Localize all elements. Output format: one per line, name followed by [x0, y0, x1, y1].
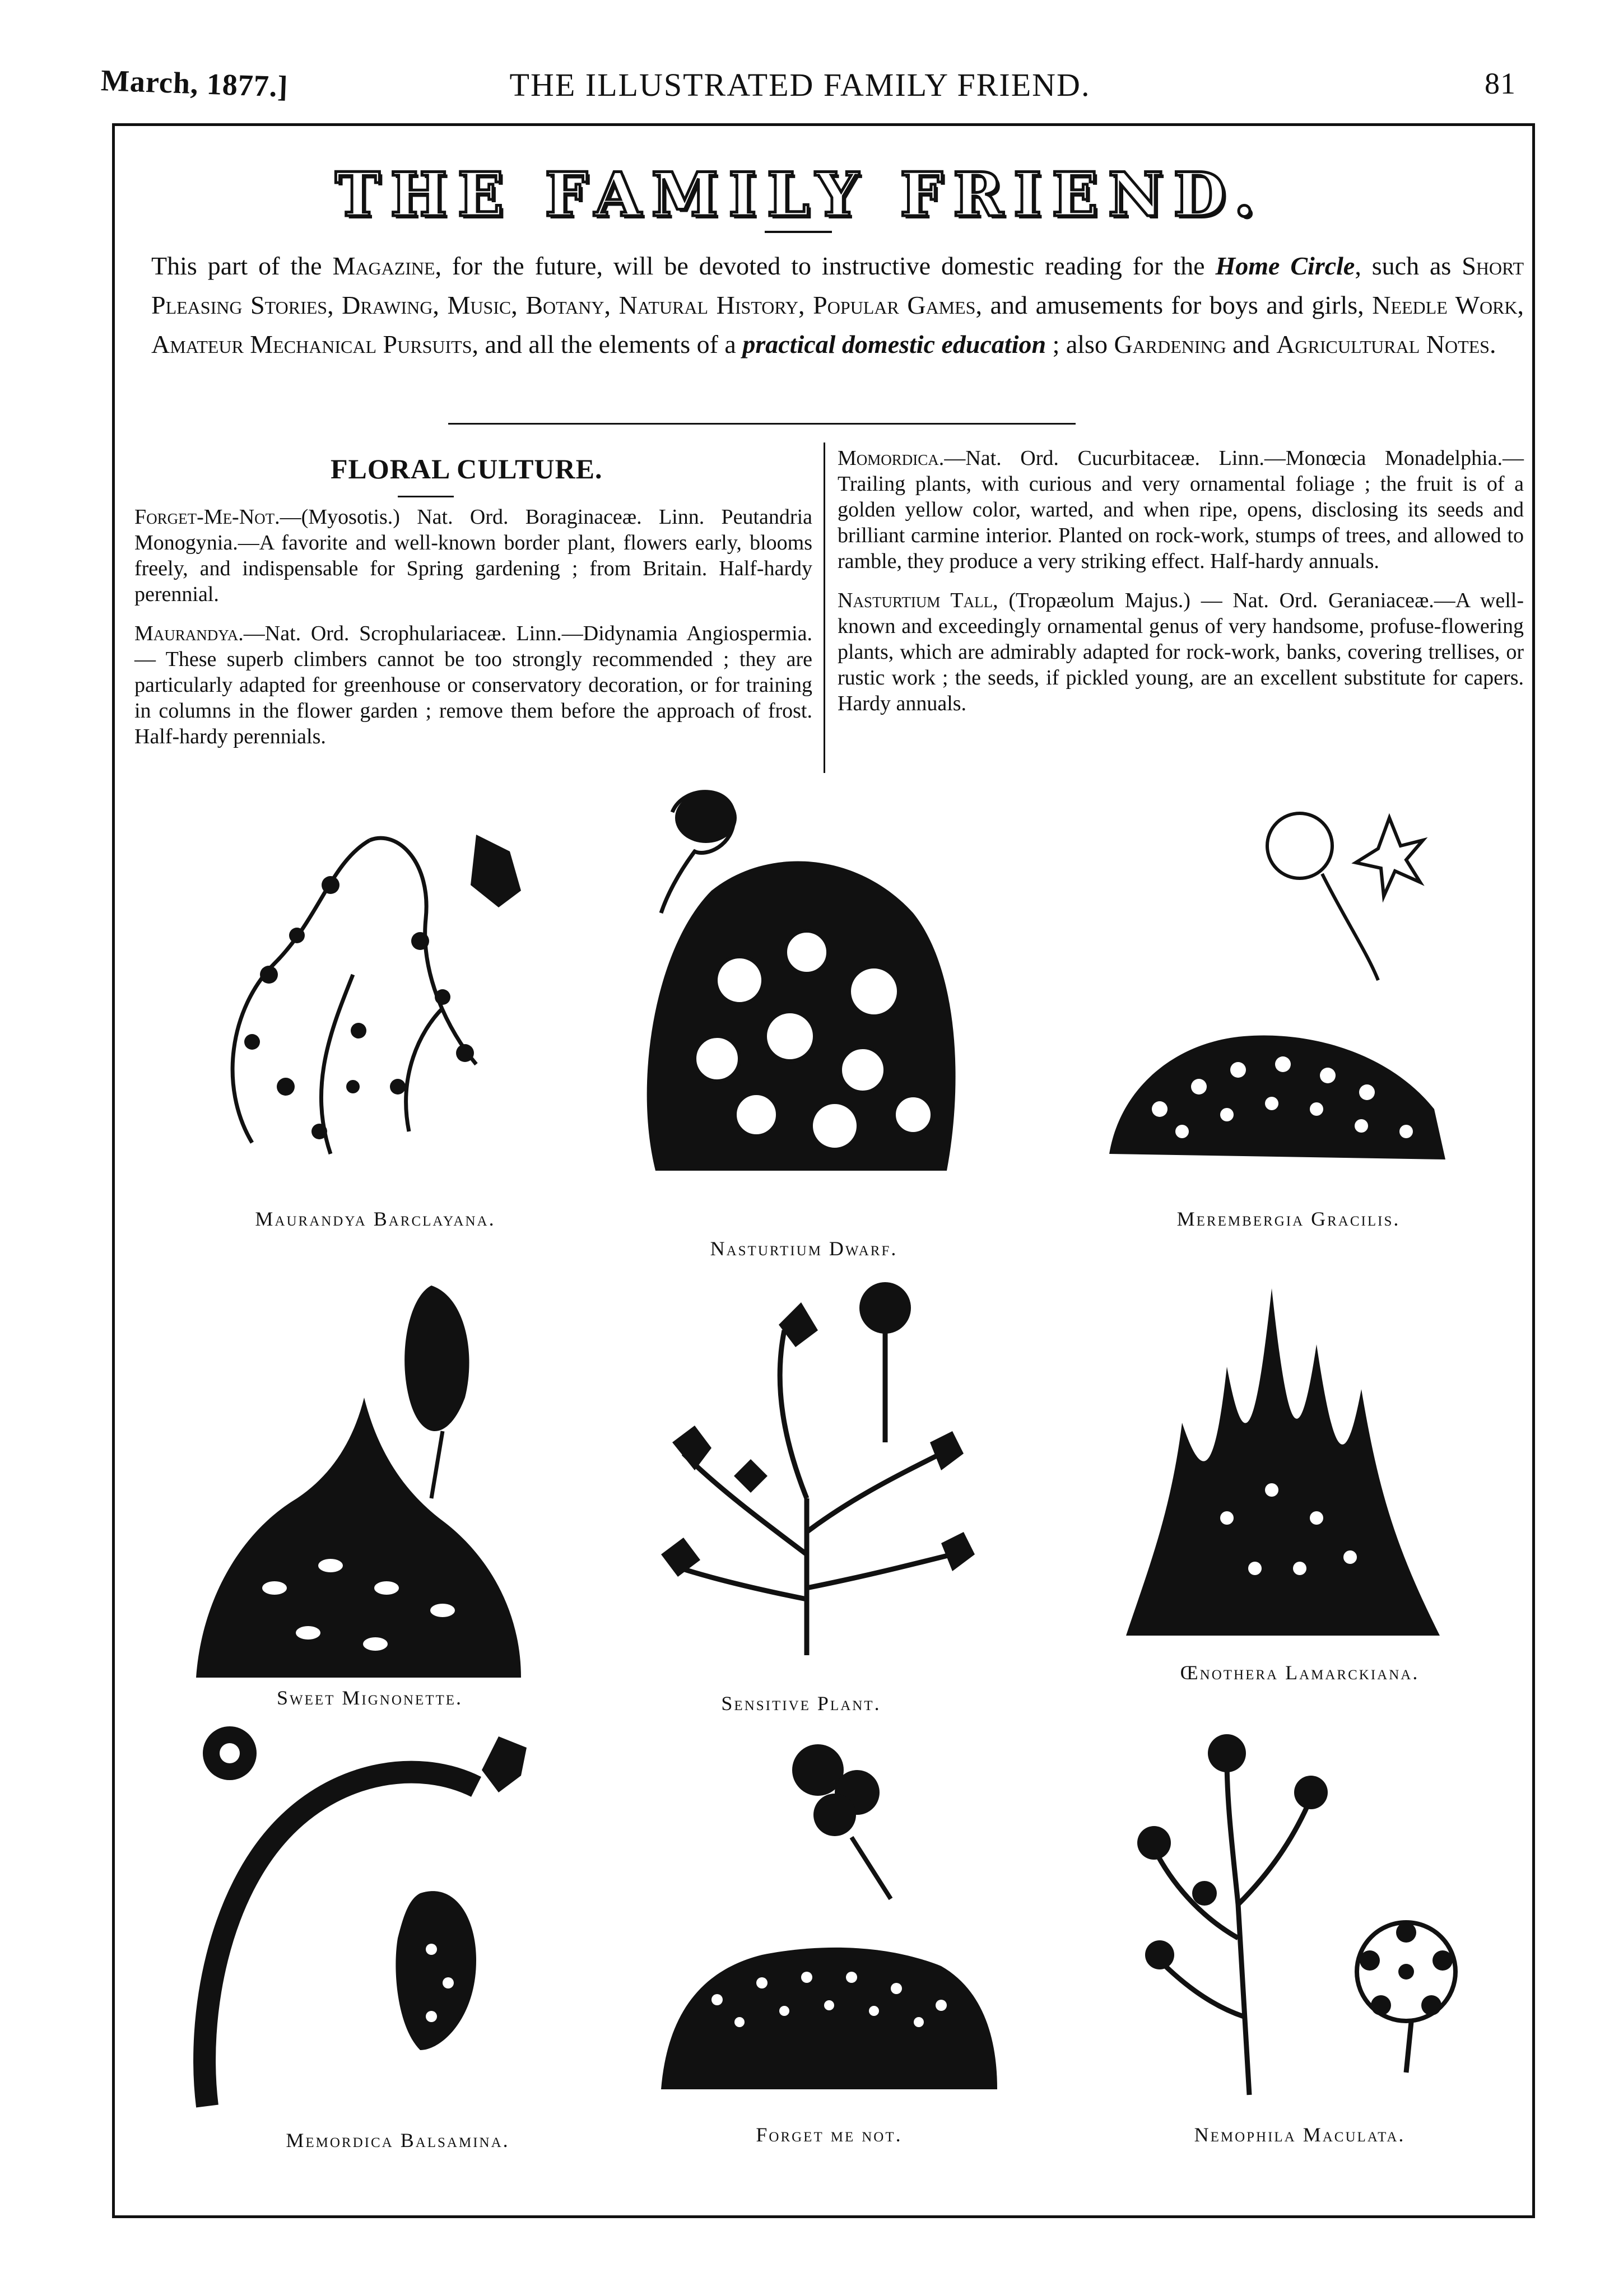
caption-momordica: Memordica Balsamina. — [286, 2129, 510, 2151]
intro-paragraph — [151, 246, 1524, 364]
maurandya-illustration — [185, 795, 566, 1176]
entry-momordica — [838, 445, 1524, 574]
intro-agricultural: Agricultural Notes. — [1276, 330, 1496, 358]
intro-home-circle: Home Circle — [1215, 252, 1355, 280]
nemophila-illustration — [1115, 1725, 1473, 2106]
entry-text: —Nat. Ord. Cucurbitaceæ. Linn.—Monœcia Monadelphia.—Trailing plants, with curious and very ornamental foliage ; the fruit is of a golden yellow color, warted, and when ripe, opens, disclosing its seeds and brilliant carmine interior. Planted on rock-work, stumps of trees, and allowed to ramble, they produce a very striking effect. Half-hardy annuals. — [838, 446, 1524, 573]
intro-text-3: , such as — [1355, 252, 1462, 280]
intro-magazine: Magazine — [332, 252, 435, 280]
entry-text: (Tropæolum Majus.) — Nat. Ord. Geraniaceæ.—A well-known and exceedingly ornamental genus of very handsome, profuse-flowering plants, which are admirably adapted for rock-work, banks, covering trellises, or rustic work ; the seeds, if pickled young, are an excellent substitute for capers. Hardy annuals. — [838, 589, 1524, 715]
intro-text-1: This part of the — [151, 252, 333, 280]
entry-name: Maurandya. — [134, 622, 244, 645]
caption-oenothera: Œnothera Lamarckiana. — [1180, 1661, 1420, 1684]
entry-name: Nasturtium Tall, — [838, 589, 998, 612]
left-column — [134, 504, 812, 763]
caption-nemophila: Nemophila Maculata. — [1194, 2123, 1406, 2146]
intro-text-2: , for the future, will be devoted to instructive domestic reading for the — [435, 252, 1216, 280]
intro-practical: practical domestic education — [742, 330, 1046, 358]
masthead-rule — [765, 231, 832, 233]
column-divider — [824, 443, 825, 773]
intro-topics: Short Pleasing Stories, Drawing, Music, Botany, Natural History, Popular Games, — [151, 252, 1524, 319]
intro-topics-2: Needle Work, Amateur Mechanical Pursuits, — [151, 291, 1524, 358]
entry-text: —Nat. Ord. Scrophulariaceæ. Linn.—Didynamia Angiospermia. — These superb climbers cannot be too strongly recommended ; they are particularly adapted for greenhouse or conservatory decoration, or for training in columns in the flower garden ; remove them before the approach of frost. Half-hardy perennials. — [134, 622, 812, 748]
momordica-illustration — [185, 1714, 555, 2117]
floral-heading-rule — [398, 496, 454, 497]
forget-me-not-illustration — [650, 1731, 1008, 2101]
entry-nasturtium-tall — [838, 588, 1524, 716]
running-title: THE ILLUSTRATED FAMILY FRIEND. — [509, 67, 1091, 103]
intro-text-4: and amusements for boys and girls, — [982, 291, 1373, 319]
intro-text-6: ; also — [1046, 330, 1114, 358]
intro-text-5: and all the elements of a — [478, 330, 743, 358]
intro-text-7: and — [1226, 330, 1277, 358]
entry-maurandya — [134, 621, 812, 749]
entry-name: Forget-Me-Not. — [134, 505, 280, 529]
floral-heading: FLORAL CULTURE. — [331, 453, 603, 485]
issue-date: March, 1877.] — [100, 63, 289, 104]
caption-maurandya: Maurandya Barclayana. — [255, 1208, 496, 1230]
right-column — [838, 445, 1524, 730]
page-number: 81 — [1485, 67, 1516, 100]
entry-name: Momordica. — [838, 446, 945, 470]
caption-sensitive-plant: Sensitive Plant. — [721, 1692, 881, 1715]
section-rule — [448, 423, 1076, 425]
caption-merembergia: Merembergia Gracilis. — [1176, 1208, 1401, 1230]
caption-mignonette: Sweet Mignonette. — [276, 1687, 463, 1709]
mignonette-illustration — [185, 1274, 532, 1689]
caption-nasturtium-dwarf: Nasturtium Dwarf. — [710, 1237, 898, 1260]
caption-forget-me-not: Forget me not. — [756, 2123, 903, 2146]
oenothera-illustration — [1115, 1255, 1451, 1647]
sensitive-plant-illustration — [639, 1263, 975, 1666]
merembergia-illustration — [1098, 795, 1457, 1187]
entry-forget-me-not — [134, 504, 812, 607]
masthead-title: THE FAMILY FRIEND. — [335, 160, 1265, 230]
intro-gardening: Gardening — [1114, 330, 1226, 358]
entry-text: —(Myosotis.) Nat. Ord. Boraginaceæ. Linn. Peutandria Monogynia.—A favorite and well-known border plant, flowers early, blooms freely, and indispensable for Spring gardening ; from Britain. Half-hardy perennial. — [134, 505, 812, 606]
nasturtium-dwarf-illustration — [622, 767, 980, 1210]
